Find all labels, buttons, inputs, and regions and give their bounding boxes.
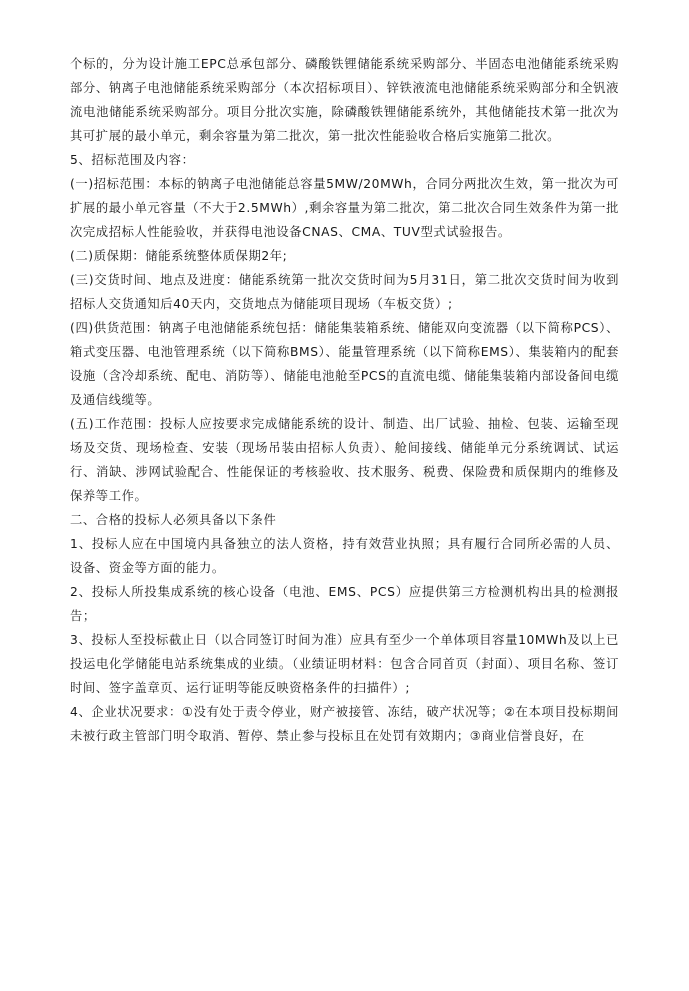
paragraph-supply-scope: (四)供货范围：钠离子电池储能系统包括：储能集装箱系统、储能双向变流器（以下简称PCS）、箱式变压器、电池管理系统（以下简称BMS）、能量管理系统（以下简称EMS）、集装箱内的配套设施（含冷却系统、配电、消防等）、储能电池舱至PCS的直流电缆、储能集装箱内部设备间电缆及通信线缆等。: [70, 321, 619, 407]
paragraph-scope-1: (一)招标范围：本标的钠离子电池储能总容量5MW/20MWh，合同分两批次生效，第一批次为可扩展的最小单元容量（不大于2.5MWh）,剩余容量为第二批次，第二批次合同生效条件为第一批次完成招标人性能验收，并获得电池设备CNAS、CMA、TUV型式试验报告。: [70, 177, 619, 239]
heading-bidder-requirements: 二、合格的投标人必须具备以下条件: [70, 513, 277, 527]
paragraph-tender-lots: 个标的，分为设计施工EPC总承包部分、磷酸铁锂储能系统采购部分、半固态电池储能系统采购部分、钠离子电池储能系统采购部分（本次招标项目）、锌铁液流电池储能系统采购部分和全钒液流电池储能系统采购部分。项目分批次实施，除磷酸铁锂储能系统外，其他储能技术第一批次为其可扩展的最小单元，剩余容量为第二批次，第一批次性能验收合格后实施第二批次。: [70, 57, 619, 143]
paragraph-delivery: (三)交货时间、地点及进度：储能系统第一批次交货时间为5月31日，第二批次交货时间为收到招标人交货通知后40天内，交货地点为储能项目现场（车板交货）;: [70, 273, 619, 311]
paragraph-work-scope: (五)工作范围：投标人应按要求完成储能系统的设计、制造、出厂试验、抽检、包装、运输至现场及交货、现场检查、安装（现场吊装由招标人负责）、舱间接线、储能单元分系统调试、试运行、消缺、涉网试验配合、性能保证的考核验收、技术服务、税费、保险费和质保期内的维修及保养等工作。: [70, 417, 619, 503]
heading-tender-scope: 5、招标范围及内容：: [70, 153, 195, 167]
paragraph-requirement-2: 2、投标人所投集成系统的核心设备（电池、EMS、PCS）应提供第三方检测机构出具的检测报告；: [70, 585, 619, 623]
paragraph-requirement-3: 3、投标人至投标截止日（以合同签订时间为准）应具有至少一个单体项目容量10MWh及以上已投运电化学储能电站系统集成的业绩。（业绩证明材料：包含合同首页（封面）、项目名称、签订时间、签字盖章页、运行证明等能反映资格条件的扫描件）;: [70, 633, 619, 695]
paragraph-requirement-1: 1、投标人应在中国境内具备独立的法人资格，持有效营业执照；具有履行合同所必需的人员、设备、资金等方面的能力。: [70, 537, 619, 575]
paragraph-requirement-4: 4、企业状况要求：①没有处于责令停业，财产被接管、冻结，破产状况等；②在本项目投标期间未被行政主管部门明令取消、暂停、禁止参与投标且在处罚有效期内；③商业信誉良好，在: [70, 705, 619, 743]
paragraph-warranty: (二)质保期：储能系统整体质保期2年;: [70, 249, 288, 263]
